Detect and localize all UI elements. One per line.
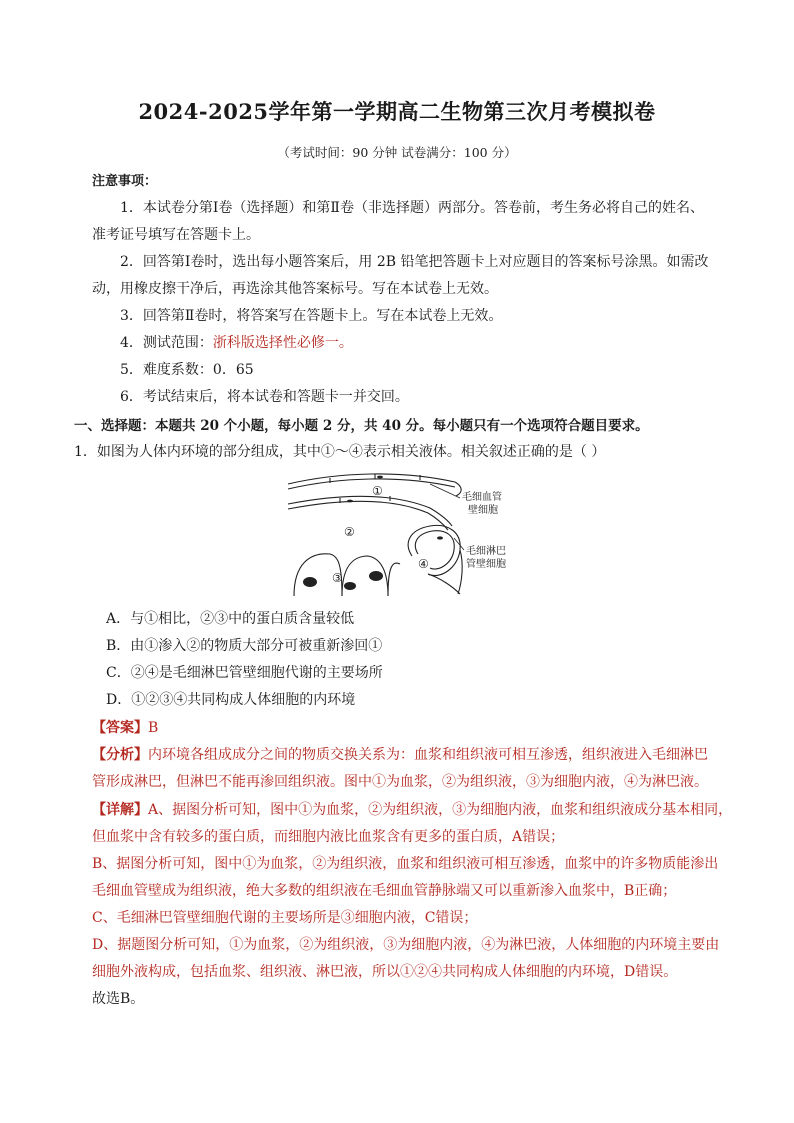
notice-item-4 — [120, 332, 353, 352]
option-a: A．与①相比，②③中的蛋白质含量较低 — [106, 611, 355, 627]
notice-item-2a: 2．回答第Ⅰ卷时，选出每小题答案后，用 2B 铅笔把答题卡上对应题目的答案标号涂黑。如需改 — [120, 254, 709, 270]
cell-nucleus-3 — [344, 582, 356, 590]
inner-environment-figure — [280, 468, 540, 600]
notice-heading: 注意事项： — [92, 174, 158, 189]
analysis-tag: 【分析】 — [92, 747, 148, 763]
fluid-label-1: ① — [372, 484, 383, 498]
notice-item-2b: 动，用橡皮擦干净后，再选涂其他答案标号。写在本试卷上无效。 — [92, 281, 498, 297]
fluid-label-4: ④ — [418, 557, 429, 571]
notice-item-4-label: 4．测试范围： — [120, 335, 213, 351]
question-1-stem: 1．如图为人体内环境的部分组成，其中①～④表示相关液体。相关叙述正确的是（ ） — [74, 444, 606, 460]
option-b: B．由①渗入②的物质大部分可被重新渗回① — [106, 638, 383, 654]
detail-line-d1: D、据题图分析可知，①为血浆，②为组织液，③为细胞内液，④为淋巴液，人体细胞的内环境主要由 — [92, 937, 720, 953]
section-1-heading: 一、选择题：本题共 20 个小题，每小题 2 分，共 40 分。每小题只有一个选项符合题目要求。 — [74, 418, 649, 434]
callout-lymph-b: 管壁细胞 — [466, 559, 506, 570]
detail-tag: 【详解】 — [92, 802, 148, 818]
callout-lymph-a: 毛细淋巴 — [466, 546, 506, 557]
exam-info: （考试时间：90 分钟 试卷满分：100 分） — [277, 145, 517, 160]
detail-text-a1: A、据图分析可知，图中①为血浆，②为组织液，③为细胞内液，血浆和组织液成分基本相同， — [148, 802, 733, 818]
analysis-text-a: 内环境各组成成分之间的物质交换关系为：血浆和组织液可相互渗透，组织液进入毛细淋巴 — [148, 747, 708, 763]
detail-line-d2: 细胞外液构成，包括血浆、组织液、淋巴液，所以①②④共同构成人体细胞的内环境，D错误。 — [92, 964, 678, 980]
callout-capillary-a: 毛细血管 — [462, 492, 502, 503]
detail-line-a2: 但血浆中含有较多的蛋白质，而细胞内液比血浆含有更多的蛋白质，A错误； — [92, 829, 565, 845]
notice-item-3: 3．回答第Ⅱ卷时，将答案写在答题卡上。写在本试卷上无效。 — [120, 308, 503, 324]
answer-tag: 【答案】 — [92, 720, 148, 736]
answer-line — [92, 717, 158, 737]
answer-value: B — [148, 720, 159, 736]
capillary-lower-wall — [288, 496, 452, 526]
fluid-label-3: ③ — [332, 571, 343, 585]
detail-line-c: C、毛细淋巴管壁细胞代谢的主要场所是③细胞内液，C错误； — [92, 910, 478, 926]
notice-item-5: 5．难度系数：0．65 — [120, 362, 254, 378]
analysis-line-2: 管形成淋巴，但淋巴不能再渗回组织液。图中①为血浆，②为组织液，③为细胞内液，④为淋巴液。 — [92, 774, 708, 790]
cell-nucleus-1 — [303, 577, 317, 587]
detail-line-b1: B、据图分析可知，图中①为血浆，②为组织液，血浆和组织液可相互渗透，血浆中的许多物质能渗出 — [92, 856, 719, 872]
detail-line-a1 — [92, 799, 732, 819]
notice-item-1a: 1．本试卷分第Ⅰ卷（选择题）和第Ⅱ卷（非选择题）两部分。答卷前，考生务必将自己的姓名、 — [120, 200, 704, 216]
cell-nucleus-2 — [369, 571, 383, 581]
notice-item-1b: 准考证号填写在答题卡上。 — [92, 227, 260, 243]
option-d: D．①②③④共同构成人体细胞的内环境 — [106, 692, 356, 708]
notice-item-6: 6．考试结束后，将本试卷和答题卡一并交回。 — [120, 389, 409, 405]
option-c: C．②④是毛细淋巴管壁细胞代谢的主要场所 — [106, 665, 383, 681]
conclusion-line: 故选B。 — [92, 991, 145, 1007]
fluid-label-2: ② — [344, 525, 355, 539]
page-title: 2024-2025学年第一学期高二生物第三次月考模拟卷 — [138, 99, 656, 124]
detail-line-b2: 毛细血管壁成为组织液，绝大多数的组织液在毛细血管静脉端又可以重新渗入血浆中，B正确； — [92, 883, 677, 899]
notice-item-4-value: 浙科版选择性必修一。 — [212, 335, 353, 351]
callout-capillary-b: 壁细胞 — [468, 505, 498, 516]
analysis-line-1 — [92, 744, 708, 764]
callout-line-1 — [430, 484, 460, 498]
